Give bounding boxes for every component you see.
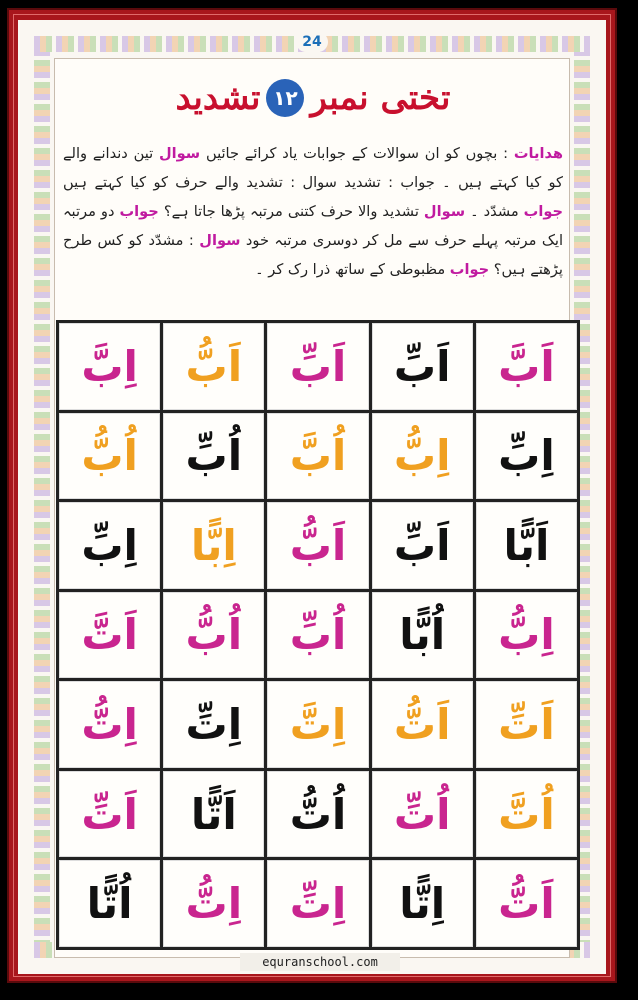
letter-cell: اُتِّ [372, 771, 473, 858]
letter-cell: اَبُّ [267, 502, 368, 589]
letter-cell: اِبًّا [163, 502, 264, 589]
letter-cell: اِتِّ [163, 681, 264, 768]
letter-cell: اَبِّ [372, 323, 473, 410]
letter-cell: اَتِّ [59, 771, 160, 858]
label-question-4: سوال [199, 232, 241, 249]
letter-cell: اُبِّ [163, 413, 264, 500]
letter-cell: اَبَّ [476, 323, 577, 410]
letter-cell: اِتِّ [267, 860, 368, 947]
label-question-1: سوال [158, 145, 201, 162]
letter-cell: اُتَّ [476, 771, 577, 858]
letter-cell: اَتُّ [476, 860, 577, 947]
letter-cell: اِبِّ [59, 502, 160, 589]
instructions-paragraph [63, 139, 563, 317]
letter-cell: اِتًّا [372, 860, 473, 947]
instructions-intro: : بچوں کو ان سوالات کے جوابات یاد کرائے جائیں [205, 145, 509, 162]
answer-3: دو مرتبہ ایک مرتبہ پہلے حرف سے مل کر دوسری مرتبہ خود [63, 203, 564, 249]
letter-cell: اُبَّ [267, 413, 368, 500]
answer-4: مظبوطی کے ساتھ ذرا رک کر ۔ [255, 261, 446, 278]
question-1: تین دندانے والے کو کیا کہتے ہیں ۔ جواب : تشدید سوال : تشدید والے حرف کو کیا کہتے ہیں [63, 145, 563, 191]
letter-cell: اِبَّ [59, 323, 160, 410]
lesson-number-badge: ۱۲ [266, 79, 304, 117]
letter-cell: اِتُّ [163, 860, 264, 947]
title-part2: تشدید [175, 78, 261, 118]
question-4: : مشدّد کو کس طرح پڑھتے ہیں؟ [63, 232, 563, 278]
letter-cell: اُتُّ [267, 771, 368, 858]
letter-cell: اَبًّا [476, 502, 577, 589]
label-answer-4: جواب [449, 261, 490, 278]
letter-cell: اُبِّ [267, 592, 368, 679]
letter-cell: اُبُّ [59, 413, 160, 500]
answer-2: مشدّد ۔ [470, 203, 519, 220]
letter-cell: اُتًّا [59, 860, 160, 947]
question-3: تشدید والا حرف کتنی مرتبہ پڑھا جاتا ہے؟ [163, 203, 419, 220]
letter-cell: اِبُّ [476, 592, 577, 679]
letter-cell: اِتَّ [267, 681, 368, 768]
letter-cell: اَبِّ [267, 323, 368, 410]
page-number: 24 [296, 32, 328, 52]
label-hidayat: ھدایات [513, 145, 564, 162]
letter-cell: اَتُّ [372, 681, 473, 768]
letter-grid [56, 320, 580, 950]
title-part1: تختی نمبر [310, 78, 451, 118]
footer-website: equranschool.com [240, 953, 400, 971]
letter-cell: اِبِّ [476, 413, 577, 500]
label-answer-3: جواب [119, 203, 159, 220]
letter-cell: اَتِّ [476, 681, 577, 768]
page-title [55, 69, 571, 127]
label-question-3: سوال [423, 203, 466, 220]
letter-cell: اَتًّا [163, 771, 264, 858]
letter-cell: اِتُّ [59, 681, 160, 768]
letter-cell: اُبًّا [372, 592, 473, 679]
letter-cell: اُبُّ [163, 592, 264, 679]
letter-cell: اَتَّ [59, 592, 160, 679]
letter-cell: اِبُّ [372, 413, 473, 500]
letter-cell: اَبُّ [163, 323, 264, 410]
label-answer-2: جواب [523, 203, 564, 220]
letter-cell: اَبِّ [372, 502, 473, 589]
